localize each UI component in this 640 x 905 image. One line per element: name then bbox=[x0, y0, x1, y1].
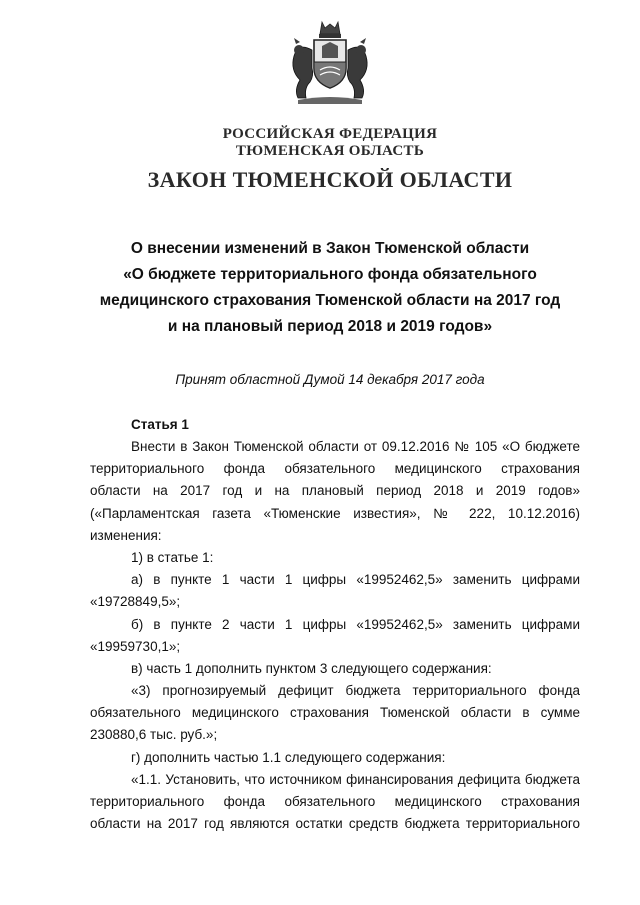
body-line: 1) в статье 1: bbox=[131, 549, 214, 565]
body-line: «19959730,1»; bbox=[90, 638, 181, 654]
body-line: б) в пункте 2 части 1 цифры «19952462,5» заменить цифрами bbox=[131, 616, 580, 632]
title-line: и на плановый период 2018 и 2019 годов» bbox=[167, 318, 493, 335]
body-line: г) дополнить частью 1.1 следующего содержания: bbox=[131, 749, 446, 765]
body-line: области на 2017 год и на плановый период 2018 и 2019 годов» bbox=[90, 483, 580, 499]
body-line: территориального фонда обязательного медицинского страхования bbox=[90, 461, 580, 477]
article-heading: Статья 1 bbox=[131, 417, 189, 432]
title-line: О внесении изменений в Закон Тюменской области bbox=[130, 240, 530, 257]
law-title bbox=[90, 236, 570, 340]
body-line: Внести в Закон Тюменской области от 09.12.2016 № 105 «О бюджете bbox=[131, 439, 580, 454]
body-line: «19728849,5»; bbox=[90, 594, 181, 610]
article-body bbox=[90, 436, 580, 835]
body-line: изменения: bbox=[90, 527, 162, 543]
body-line: в) часть 1 дополнить пунктом 3 следующего содержания: bbox=[131, 660, 492, 676]
title-line: медицинского страхования Тюменской области на 2017 год bbox=[99, 292, 561, 309]
law-heading: ЗАКОН ТЮМЕНСКОЙ ОБЛАСТИ bbox=[147, 167, 513, 192]
body-line: 230880,6 тыс. руб.»; bbox=[90, 727, 218, 743]
coat-of-arms-emblem bbox=[284, 20, 376, 106]
body-line: («Парламентская газета «Тюменские известия», № 222, 10.12.2016) bbox=[90, 505, 580, 521]
body-line: а) в пункте 1 части 1 цифры «19952462,5» заменить цифрами bbox=[131, 572, 580, 588]
title-line: «О бюджете территориального фонда обязательного bbox=[123, 266, 537, 283]
body-line: обязательного медицинского страхования Тюменской области в сумме bbox=[90, 705, 580, 721]
body-line: «1.1. Установить, что источником финансирования дефицита бюджета bbox=[131, 771, 580, 787]
region-heading: ТЮМЕНСКАЯ ОБЛАСТЬ bbox=[235, 143, 425, 159]
body-line: территориального фонда обязательного медицинского страхования bbox=[90, 794, 580, 809]
body-line: области на 2017 год являются остатки средств бюджета территориального bbox=[90, 816, 580, 832]
federation-heading: РОССИЙСКАЯ ФЕДЕРАЦИЯ bbox=[222, 126, 438, 142]
adoption-note: Принят областной Думой 14 декабря 2017 года bbox=[175, 372, 485, 387]
body-line: «3) прогнозируемый дефицит бюджета территориального фонда bbox=[131, 683, 580, 699]
